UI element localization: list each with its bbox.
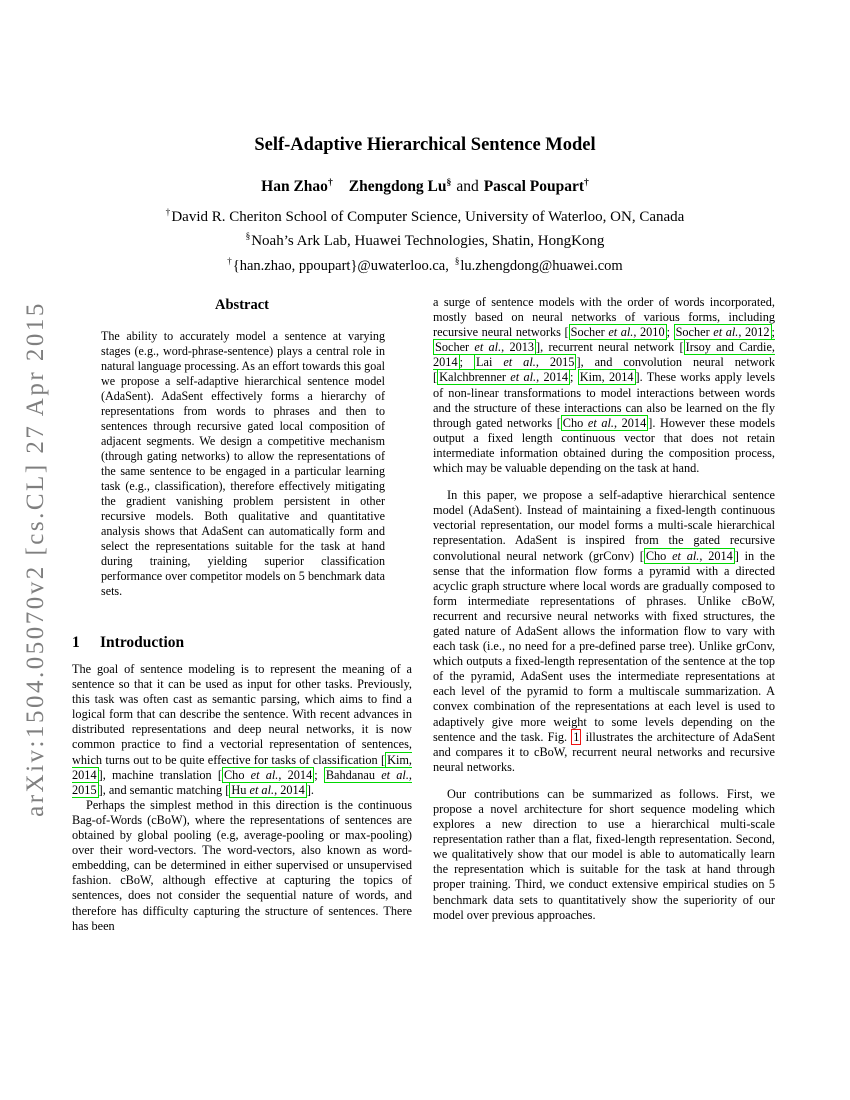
left-column	[72, 297, 412, 934]
author-name: Zhengdong Lu	[348, 178, 447, 196]
text-run: ], and convolution neural network [	[433, 355, 776, 385]
section-heading-introduction	[72, 634, 412, 652]
affiliation-mark: §	[245, 232, 251, 243]
text-run: , 2015	[535, 355, 575, 370]
text-run: et al.	[510, 370, 537, 385]
text-run: , 2014	[278, 767, 313, 782]
intro-paragraph-3	[433, 295, 775, 476]
affiliation-line-1	[0, 203, 850, 227]
text-run: , 2010	[633, 325, 665, 340]
citation-link[interactable]	[569, 324, 667, 340]
text-run: et al.	[249, 782, 275, 797]
citation-link[interactable]	[222, 767, 314, 783]
email-text: lu.zhengdong@huawei.com	[460, 257, 623, 274]
text-run: et al.	[250, 767, 279, 782]
citation-link[interactable]	[674, 324, 772, 340]
text-run: , 2014	[699, 548, 733, 563]
text-run: Kim, 2014	[579, 370, 634, 385]
text-run: ;	[771, 325, 775, 340]
email-text: {han.zhao, ppoupart}@uwaterloo.ca,	[232, 257, 449, 274]
and-word: and	[456, 178, 479, 196]
abstract-body: The ability to accurately model a sentence at varying stages (e.g., word-phrase-sentence) plays a central role in natural language processing. As an effort towards this goal we propose a self-adaptive hierarchical sentence model (AdaSent). AdaSent effectively forms a hierarchy of representations from words to phrases and then to sentences through recursive gated local composition of adjacent segments. We design a competitive mechanism (through gating networks) to allow the representations of the same sentence to be engaged in a particular learning task (e.g., classification), therefore effectively mitigating the gradient vanishing problem persistent in other recursive models. Both qualitative and quantitative analysis shows that AdaSent can automatically form and select the representations suitable for the task at hand during training, yielding superior classification performance over competitor models on 5 benchmark data sets.	[101, 329, 385, 598]
text-run: The goal of sentence modeling is to represent the meaning of a sentence so that it can be used as input for other tasks. Previously, this task was often cast as semantic parsing, which aims to find a logical form that can describe the sentence. With recent advances in distributed representations and deep neural networks, it is now common practice to find a vectorial representation of sentences, which turns out to be quite effective for tasks of classification [	[72, 662, 412, 767]
text-run: et al.	[503, 355, 536, 370]
text-run: a surge of sentence models with the order of words incorporated, mostly based on neural networks of various forms, including recursive neural networks [	[433, 295, 775, 340]
intro-paragraph-2	[72, 798, 412, 934]
author-2	[349, 178, 452, 195]
email-mark: §	[454, 256, 460, 267]
text-run: et al.	[713, 325, 739, 340]
text-run: Kalchbrenner	[439, 370, 511, 385]
arxiv-watermark: arXiv:1504.05070v2 [cs.CL] 27 Apr 2015	[22, 301, 49, 817]
section-number: 1	[72, 634, 80, 651]
text-run: , 2015	[72, 767, 412, 797]
author-mark: §	[446, 177, 452, 188]
text-run: Socher	[675, 325, 714, 340]
citation-link[interactable]	[644, 548, 735, 564]
text-run: Irsoy and Cardie, 2014	[433, 340, 775, 370]
author-1	[261, 178, 333, 195]
text-run: et al.	[587, 415, 614, 430]
text-run: Cho	[562, 415, 588, 430]
authors-line	[0, 177, 850, 196]
text-run: Cho	[645, 548, 673, 563]
text-run: In this paper, we propose a self-adaptive hierarchical sentence model (AdaSent). Instead of maintaining a fixed-length continuous vectorial representation, our model forms a multi-scale hierarchical representation. AdaSent is inspired from the gated recursive convolutional neural network (grConv) [	[433, 488, 775, 563]
email-mark: †	[227, 256, 232, 267]
text-run: ;	[314, 767, 324, 782]
intro-paragraph-5	[433, 787, 775, 923]
text-run: Kim, 2014	[72, 752, 412, 782]
author-name: Pascal Poupart	[483, 178, 585, 196]
intro-paragraph-4	[433, 488, 775, 775]
text-run: ].	[306, 782, 314, 797]
text-run: ;	[666, 325, 674, 340]
text-run: 1	[573, 729, 580, 744]
text-run: , 2014	[613, 415, 647, 430]
paper-header	[0, 135, 850, 276]
section-title: Introduction	[100, 634, 185, 651]
citation-link[interactable]	[474, 354, 576, 370]
text-run: illustrates the architecture of AdaSent and compares it to cBoW, recurrent neural networks and recursive neural networks.	[433, 729, 775, 774]
paper-title: Self-Adaptive Hierarchical Sentence Model	[254, 135, 596, 155]
affiliation-line-2	[0, 227, 850, 251]
text-run: , 2013	[501, 340, 535, 355]
text-run: ], recurrent neural network [	[536, 340, 684, 355]
author-name: Han Zhao	[261, 178, 328, 196]
text-run: Cho	[223, 767, 251, 782]
affiliation-text: Noah’s Ark Lab, Huawei Technologies, Shatin, HongKong	[251, 233, 605, 250]
citation-link[interactable]	[433, 339, 536, 355]
text-run: et al.	[608, 325, 634, 340]
text-run: Socher	[570, 325, 609, 340]
text-run: ;	[570, 370, 578, 385]
author-mark: †	[584, 177, 589, 188]
author-mark: †	[327, 177, 333, 188]
text-run: ], machine translation [	[98, 767, 222, 782]
affiliation-text: David R. Cheriton School of Computer Science, University of Waterloo, ON, Canada	[171, 209, 685, 226]
text-run: Perhaps the simplest method in this direction is the continuous Bag-of-Words (cBoW), where the representations of sentences are obtained by global pooling (e.g, average-pooling or max-pooling) over their word-vectors. The word-vectors, also known as word-embedding, can be determined in either supervised or unsupervised fashion. cBoW, although effective at capturing the topics of sentences, does not consider the sequential nature of words, and therefore has difficulty capturing the structure of sentences. There has been	[72, 797, 412, 933]
citation-link[interactable]	[229, 782, 306, 798]
text-run: , 2014	[274, 782, 305, 797]
email-line	[0, 251, 850, 276]
text-run: et al.	[672, 548, 700, 563]
text-run: et al.	[474, 340, 502, 355]
text-run: ]. These works apply levels of non-linear transformations to model interactions between words and the structure of these interactions can also be learned on the fly through gated networks [	[433, 370, 775, 430]
citation-link[interactable]	[578, 369, 636, 385]
abstract-heading: Abstract	[215, 297, 269, 313]
text-run: Hu	[231, 782, 250, 797]
text-run: et al.	[381, 767, 409, 782]
right-column	[433, 295, 775, 923]
figure-ref-link[interactable]	[571, 729, 581, 745]
text-run: , 2012	[738, 325, 770, 340]
text-run: ]. However these models output a fixed length continuous vector that does not retain intermediate information obtained during the composition process, which may be valuable depending on the task at hand.	[433, 415, 775, 476]
text-run: Bahdanau	[325, 767, 382, 782]
citation-link[interactable]	[561, 415, 648, 431]
text-run: ], and semantic matching [	[98, 782, 230, 797]
affiliations	[0, 203, 850, 276]
text-run: Our contributions can be summarized as follows. First, we propose a novel architecture for short sequence modeling which explores a new direction to use a hierarchical multi-scale representation rather than a flat, fixed-length representation. Second, we qualitatively show that our model is able to automatically learn the representation which is suitable for the task at hand through proper training. Third, we conduct extensive empirical studies on 5 benchmark data sets to quantitatively show the superiority of our model over previous approaches.	[433, 786, 775, 922]
text-run: , 2014	[536, 370, 569, 385]
citation-link[interactable]	[437, 369, 570, 385]
text-run: ] in the sense that the information flow forms a pyramid with a directed acyclic graph structure where local words are gradually composed to form intermediate representations of phrases. Unlike cBoW, recurrent and recursive neural networks with fixed structures, the gated nature of AdaSent allows the information flow to vary with each task (i.e., no need for a pre-defined parse tree). Unlike grConv, which outputs a fixed-length representation of the sentence at the top of the pyramid, AdaSent uses the intermediate representations at each level of the pyramid to form a multiscale summarization. A convex combination of the representations at each level is used to adaptively give more weight to some levels depending on the sentence and the task. Fig.	[433, 548, 775, 744]
intro-paragraph-1	[72, 662, 412, 798]
text-run: ;	[459, 355, 474, 370]
author-3	[484, 178, 589, 195]
affiliation-mark: †	[165, 208, 171, 219]
text-run: Lai	[475, 355, 504, 370]
text-run: Socher	[435, 340, 475, 355]
